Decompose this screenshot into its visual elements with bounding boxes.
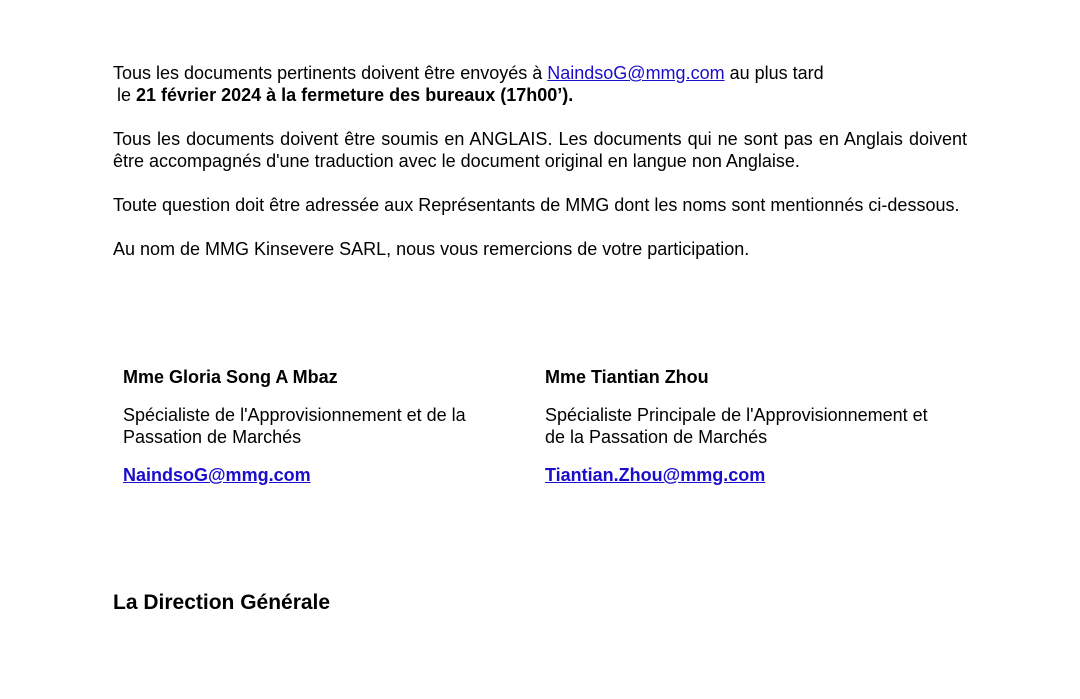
document-body — [113, 62, 967, 260]
contact-role: Spécialiste de l'Approvisionnement et de la Passation de Marchés — [123, 405, 466, 447]
submission-email-link[interactable]: NaindsoG@mmg.com — [547, 63, 725, 83]
language-paragraph: Tous les documents doivent être soumis en ANGLAIS. Les documents qui ne sont pas en Anglais doivent être accompagnés d'une traduction avec le document original en langue non Anglaise. — [113, 129, 967, 171]
questions-paragraph: Toute question doit être adressée aux Représentants de MMG dont les noms sont mentionnés ci-dessous. — [113, 195, 960, 215]
contact-card — [545, 366, 967, 486]
contact-email-link[interactable]: Tiantian.Zhou@mmg.com — [545, 465, 766, 485]
submission-text-suffix: au plus tard — [724, 63, 824, 83]
contact-role: Spécialiste Principale de l'Approvisionnement et de la Passation de Marchés — [545, 405, 928, 447]
deadline-date: 21 février 2024 à la fermeture des bureaux (17h00’). — [136, 85, 574, 105]
thanks-paragraph: Au nom de MMG Kinsevere SARL, nous vous remercions de votre participation. — [113, 239, 750, 259]
contact-email-link[interactable]: NaindsoG@mmg.com — [123, 465, 311, 485]
signature: La Direction Générale — [113, 591, 331, 614]
contacts-section — [123, 366, 967, 486]
submission-text: Tous les documents pertinents doivent être envoyés à — [113, 63, 548, 83]
contact-name: Mme Tiantian Zhou — [545, 367, 709, 387]
contact-card — [123, 366, 545, 486]
contact-name: Mme Gloria Song A Mbaz — [123, 367, 338, 387]
submission-paragraph — [113, 62, 967, 106]
deadline-prefix: le — [117, 85, 137, 105]
